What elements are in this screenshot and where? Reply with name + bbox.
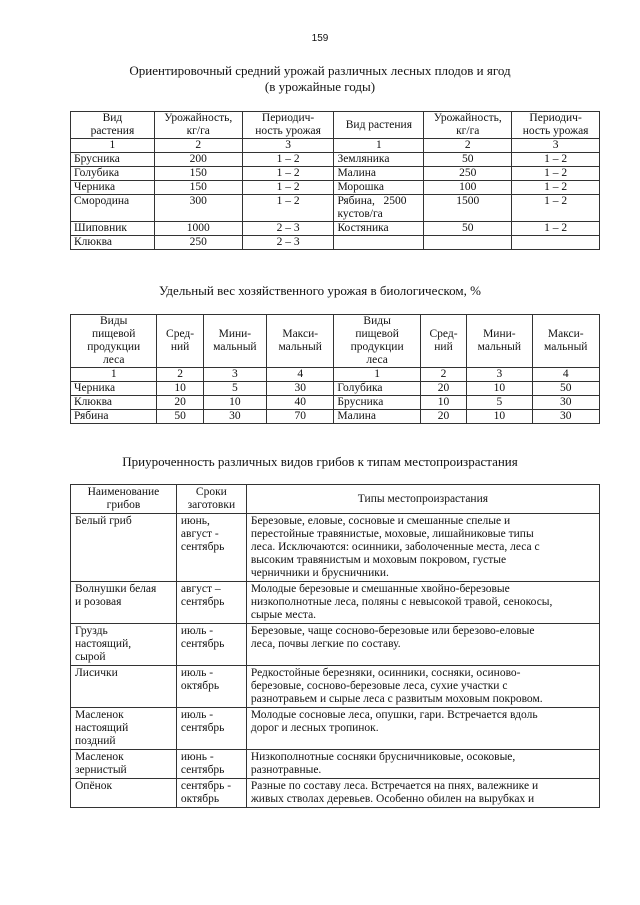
- period-cell: 2 – 3: [242, 222, 334, 236]
- yield-header-period-right: Периодич- ность урожая: [512, 112, 600, 139]
- mushroom-name-cell: Масленок зернистый: [71, 750, 177, 779]
- min-cell: 5: [467, 396, 532, 410]
- col-number: 3: [467, 368, 532, 382]
- mushroom-terms-cell: август – сентябрь: [176, 582, 246, 624]
- page-number: 159: [311, 33, 329, 44]
- min-cell: 10: [467, 382, 532, 396]
- mushroom-types-cell: Березовые, чаще сосново-березовые или березово-еловые леса, почвы легкие по составу.: [246, 624, 599, 666]
- mushroom-terms-cell: июль - сентябрь: [176, 708, 246, 750]
- mushroom-terms-cell: июль - октябрь: [176, 666, 246, 708]
- yield-header-yield-left: Урожайность, кг/га: [154, 112, 242, 139]
- mushroom-types-cell: Березовые, еловые, сосновые и смешанные спелые и перестойные травянистые, моховые, лишайниковые типы леса. Исключаются: осинники, заболоченные места, леса с высоким травянистым и моховым покровом, густые черничники и брусничники.: [246, 514, 599, 582]
- mushroom-table: [70, 484, 600, 808]
- mushroom-header-name: Наименование грибов: [71, 485, 177, 514]
- yield-cell: 1500: [424, 195, 512, 222]
- share-header-min-right: Мини- мальный: [467, 315, 532, 368]
- avg-cell: 50: [157, 410, 203, 424]
- period-cell: 1 – 2: [512, 222, 600, 236]
- species-cell: Рябина, 2500 кустов/га: [334, 195, 424, 222]
- kind-cell: Рябина: [71, 410, 157, 424]
- table-row: [71, 181, 600, 195]
- yield-cell: 50: [424, 153, 512, 167]
- empty-cell: [334, 236, 424, 250]
- share-col-numbers-row: [71, 368, 600, 382]
- period-cell: 1 – 2: [512, 195, 600, 222]
- species-cell: Земляника: [334, 153, 424, 167]
- col-number: 2: [424, 139, 512, 153]
- share-header-max-left: Макси- мальный: [266, 315, 333, 368]
- share-header-kind-left: Виды пищевой продукции леса: [71, 315, 157, 368]
- mushroom-name-cell: Груздь настоящий, сырой: [71, 624, 177, 666]
- period-cell: 1 – 2: [512, 153, 600, 167]
- species-cell: Смородина: [71, 195, 155, 222]
- table-row: [71, 708, 600, 750]
- yield-header-period-left: Периодич- ность урожая: [242, 112, 334, 139]
- table-row: [71, 750, 600, 779]
- mushroom-types-cell: Молодые березовые и смешанные хвойно-березовые низкополнотные леса, поляны с невысокой травой, сенокосы, сырые места.: [246, 582, 599, 624]
- mushroom-name-cell: Белый гриб: [71, 514, 177, 582]
- kind-cell: Клюква: [71, 396, 157, 410]
- col-number: 3: [242, 139, 334, 153]
- min-cell: 30: [203, 410, 266, 424]
- max-cell: 40: [266, 396, 333, 410]
- yield-col-numbers-row: [71, 139, 600, 153]
- yield-cell: 250: [424, 167, 512, 181]
- species-cell: Шиповник: [71, 222, 155, 236]
- species-cell: Морошка: [334, 181, 424, 195]
- min-cell: 10: [467, 410, 532, 424]
- mushroom-header-row: [71, 485, 600, 514]
- avg-cell: 10: [420, 396, 466, 410]
- min-cell: 10: [203, 396, 266, 410]
- share-table-title: Удельный вес хозяйственного урожая в биологическом, %: [159, 283, 481, 298]
- mushroom-name-cell: Опёнок: [71, 779, 177, 808]
- mushroom-types-cell: Молодые сосновые леса, опушки, гари. Встречается вдоль дорог и лесных тропинок.: [246, 708, 599, 750]
- share-header-max-right: Макси- мальный: [532, 315, 599, 368]
- table-row: [71, 582, 600, 624]
- kind-cell: Голубика: [334, 382, 420, 396]
- period-cell: 1 – 2: [242, 195, 334, 222]
- table-row: [71, 410, 600, 424]
- period-cell: 1 – 2: [242, 181, 334, 195]
- yield-cell: 250: [154, 236, 242, 250]
- species-cell: Голубика: [71, 167, 155, 181]
- table-row: [71, 666, 600, 708]
- col-number: 3: [203, 368, 266, 382]
- kind-cell: Брусника: [334, 396, 420, 410]
- min-cell: 5: [203, 382, 266, 396]
- empty-cell: [512, 236, 600, 250]
- yield-title-line-2: (в урожайные годы): [264, 79, 376, 94]
- mushroom-terms-cell: июль - сентябрь: [176, 624, 246, 666]
- avg-cell: 20: [420, 382, 466, 396]
- col-number: 2: [154, 139, 242, 153]
- mushroom-types-cell: Низкополнотные сосняки брусничниковые, осоковые, разнотравные.: [246, 750, 599, 779]
- mushroom-header-types: Типы местопроизрастания: [246, 485, 599, 514]
- col-number: 2: [157, 368, 203, 382]
- col-number: 4: [266, 368, 333, 382]
- table-row: [71, 167, 600, 181]
- table-row: [71, 236, 600, 250]
- yield-cell: 150: [154, 181, 242, 195]
- table-row: [71, 195, 600, 222]
- yield-title-line-1: Ориентировочный средний урожай различных лесных плодов и ягод: [129, 63, 511, 78]
- mushroom-terms-cell: сентябрь - октябрь: [176, 779, 246, 808]
- mushroom-table-title: Приуроченность различных видов грибов к типам местопроизрастания: [122, 454, 518, 469]
- period-cell: 1 – 2: [512, 181, 600, 195]
- mushroom-name-cell: Волнушки белая и розовая: [71, 582, 177, 624]
- col-number: 1: [71, 368, 157, 382]
- empty-cell: [424, 236, 512, 250]
- mushroom-terms-cell: июнь, август - сентябрь: [176, 514, 246, 582]
- period-cell: 1 – 2: [242, 167, 334, 181]
- period-cell: 1 – 2: [512, 167, 600, 181]
- col-number: 1: [334, 139, 424, 153]
- mushroom-name-cell: Масленок настоящий поздний: [71, 708, 177, 750]
- table-row: [71, 624, 600, 666]
- species-cell: Костяника: [334, 222, 424, 236]
- yield-header-yield-right: Урожайность, кг/га: [424, 112, 512, 139]
- table-row: [71, 396, 600, 410]
- col-number: 1: [71, 139, 155, 153]
- species-cell: Черника: [71, 181, 155, 195]
- period-cell: 2 – 3: [242, 236, 334, 250]
- col-number: 1: [334, 368, 420, 382]
- yield-table: [70, 111, 600, 250]
- yield-cell: 50: [424, 222, 512, 236]
- table-row: [71, 222, 600, 236]
- mushroom-name-cell: Лисички: [71, 666, 177, 708]
- share-table: [70, 314, 600, 424]
- yield-header-species-right: Вид растения: [334, 112, 424, 139]
- share-header-kind-right: Виды пищевой продукции леса: [334, 315, 420, 368]
- kind-cell: Малина: [334, 410, 420, 424]
- yield-table-title: [0, 63, 640, 95]
- col-number: 4: [532, 368, 599, 382]
- max-cell: 30: [532, 410, 599, 424]
- mushroom-types-cell: Редкостойные березняки, осинники, сосняки, осиново- березовые, сосново-березовые леса, сухие участки с разнотравьем и сырые леса с развитым моховым покровом.: [246, 666, 599, 708]
- table-row: [71, 779, 600, 808]
- share-header-avg-right: Сред- ний: [420, 315, 466, 368]
- avg-cell: 20: [420, 410, 466, 424]
- table-row: [71, 514, 600, 582]
- max-cell: 70: [266, 410, 333, 424]
- mushroom-types-cell: Разные по составу леса. Встречается на пнях, валежнике и живых стволах деревьев. Особенно обилен на вырубках и: [246, 779, 599, 808]
- yield-header-row: [71, 112, 600, 139]
- kind-cell: Черника: [71, 382, 157, 396]
- mushroom-header-terms: Сроки заготовки: [176, 485, 246, 514]
- species-cell: Клюква: [71, 236, 155, 250]
- table-row: [71, 382, 600, 396]
- table-row: [71, 153, 600, 167]
- col-number: 3: [512, 139, 600, 153]
- species-cell: Брусника: [71, 153, 155, 167]
- share-header-row: [71, 315, 600, 368]
- mushroom-terms-cell: июнь - сентябрь: [176, 750, 246, 779]
- share-header-min-left: Мини- мальный: [203, 315, 266, 368]
- yield-cell: 150: [154, 167, 242, 181]
- yield-cell: 300: [154, 195, 242, 222]
- share-header-avg-left: Сред- ний: [157, 315, 203, 368]
- col-number: 2: [420, 368, 466, 382]
- yield-cell: 100: [424, 181, 512, 195]
- max-cell: 30: [532, 396, 599, 410]
- yield-cell: 200: [154, 153, 242, 167]
- avg-cell: 10: [157, 382, 203, 396]
- yield-header-species-left: Вид растения: [71, 112, 155, 139]
- max-cell: 30: [266, 382, 333, 396]
- period-cell: 1 – 2: [242, 153, 334, 167]
- yield-cell: 1000: [154, 222, 242, 236]
- species-cell: Малина: [334, 167, 424, 181]
- avg-cell: 20: [157, 396, 203, 410]
- max-cell: 50: [532, 382, 599, 396]
